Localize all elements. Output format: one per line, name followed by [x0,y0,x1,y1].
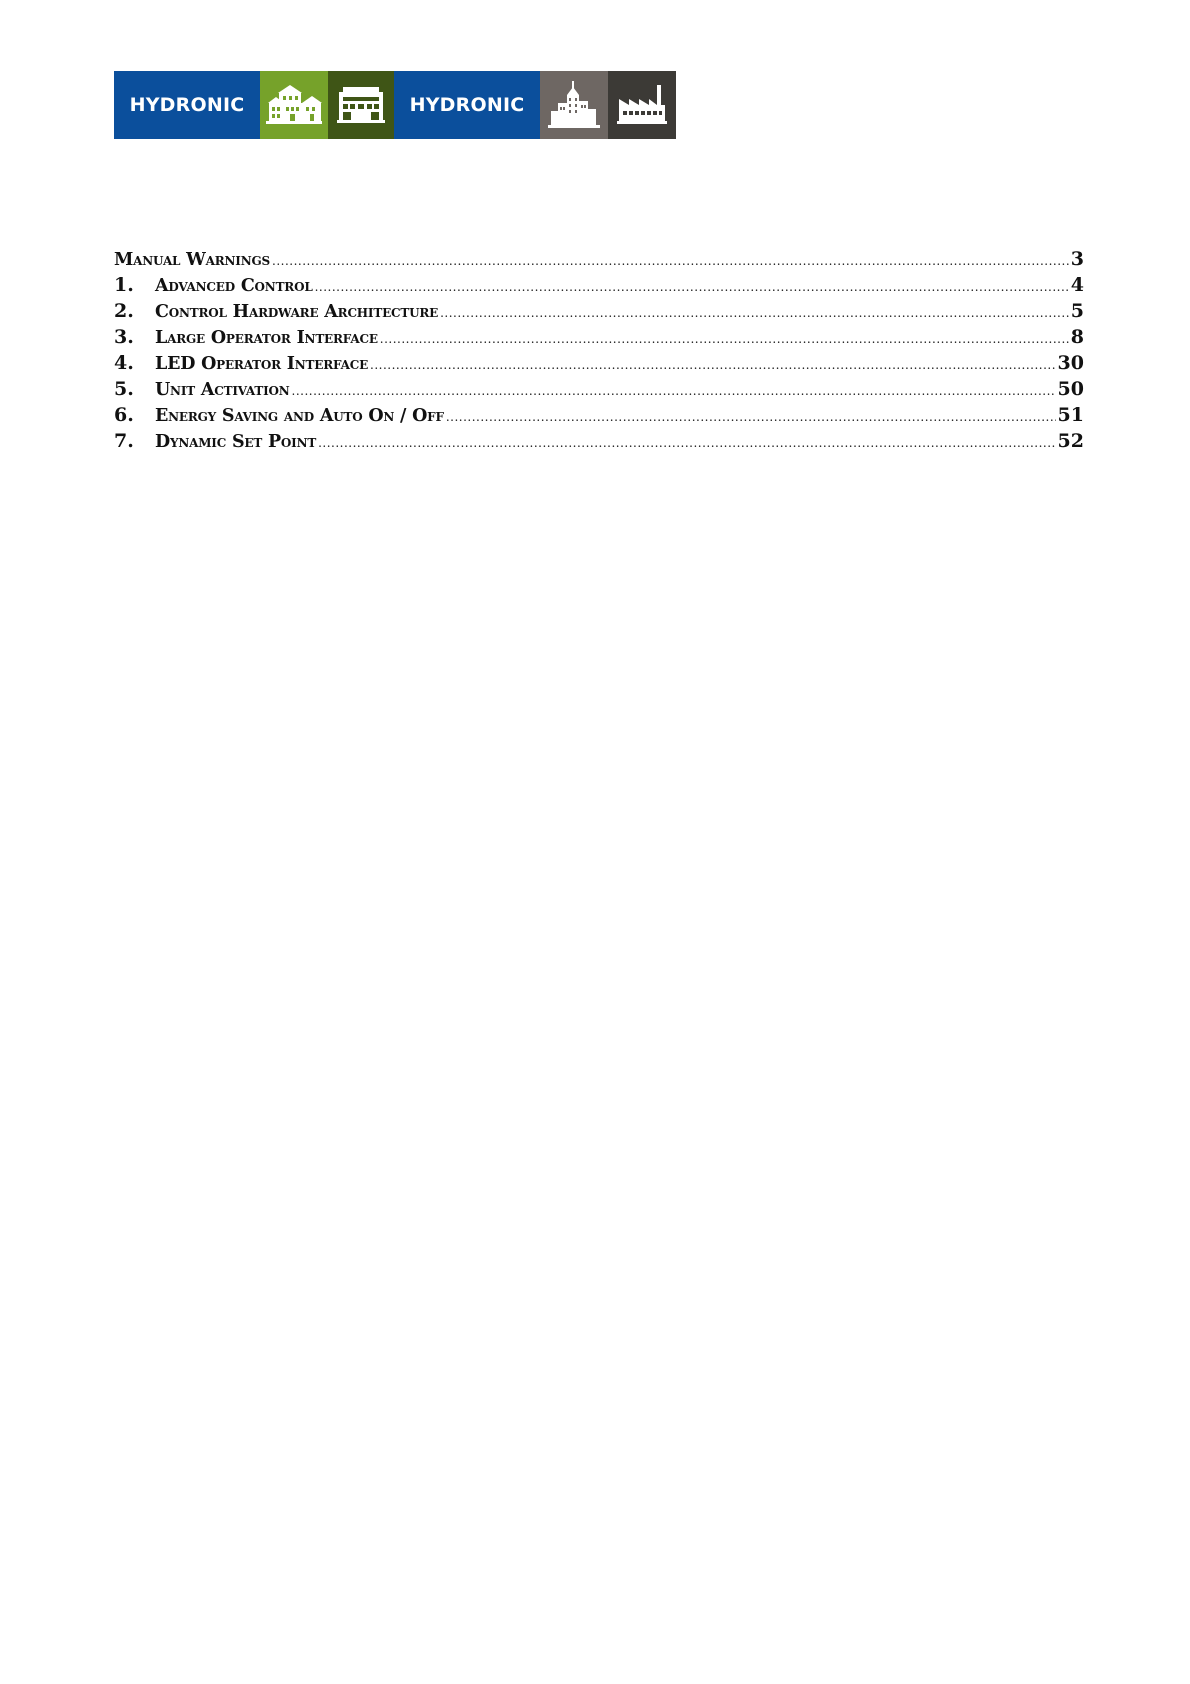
toc-entry-energy-saving[interactable] [114,404,1084,430]
toc-leader-dots [292,384,1056,398]
brand-text-left: HYDRONIC [129,94,245,116]
toc-entry-page: 4 [1070,274,1084,296]
toc-entry-number: 4. [114,352,134,374]
toc-entry-advanced-control[interactable] [114,274,1084,300]
toc-entry-page: 3 [1070,248,1084,270]
brand-label-right [394,71,540,139]
toc-entry-number: 7. [114,430,134,452]
toc-entry-number: 3. [114,326,134,348]
toc-entry-page: 8 [1070,326,1084,348]
toc-leader-dots [380,332,1069,346]
toc-entry-title: Large Operator Interface [155,328,378,348]
toc-leader-dots [440,306,1069,320]
toc-entry-page: 52 [1057,430,1084,452]
brand-label-left [114,71,260,139]
residential-buildings-icon [266,85,322,125]
factory-icon [617,85,667,125]
toc-entry-led-operator-interface[interactable] [114,352,1084,378]
toc-leader-dots [446,410,1056,424]
industrial-segment [608,71,676,139]
toc-leader-dots [272,254,1069,268]
toc-entry-title: Unit Activation [155,380,290,400]
toc-entry-title: Manual Warnings [114,250,270,270]
toc-entry-page: 50 [1057,378,1084,400]
toc-entry-title: Control Hardware Architecture [155,302,439,322]
toc-entry-number: 2. [114,300,134,322]
toc-entry-title: LED Operator Interface [155,354,369,374]
toc-entry-unit-activation[interactable] [114,378,1084,404]
residential-segment [260,71,328,139]
toc-leader-dots [315,280,1069,294]
toc-entry-title: Energy Saving and Auto On / Off [155,406,444,426]
city-segment [540,71,608,139]
toc-leader-dots [370,358,1056,372]
toc-entry-page: 51 [1057,404,1084,426]
table-of-contents [114,248,1084,456]
toc-entry-title: Dynamic Set Point [155,432,317,452]
toc-entry-page: 5 [1070,300,1084,322]
brand-text-right: HYDRONIC [409,94,525,116]
header-banner [114,71,676,139]
toc-entry-control-hardware-architecture[interactable] [114,300,1084,326]
toc-entry-large-operator-interface[interactable] [114,326,1084,352]
commercial-segment [328,71,394,139]
toc-leader-dots [318,436,1055,450]
commercial-building-icon [337,87,385,123]
city-skyline-icon [548,81,600,129]
toc-entry-manual-warnings[interactable] [114,248,1084,274]
toc-entry-number: 1. [114,274,134,296]
toc-entry-title: Advanced Control [155,276,313,296]
toc-entry-dynamic-set-point[interactable] [114,430,1084,456]
toc-entry-page: 30 [1057,352,1084,374]
toc-entry-number: 6. [114,404,134,426]
toc-entry-number: 5. [114,378,134,400]
